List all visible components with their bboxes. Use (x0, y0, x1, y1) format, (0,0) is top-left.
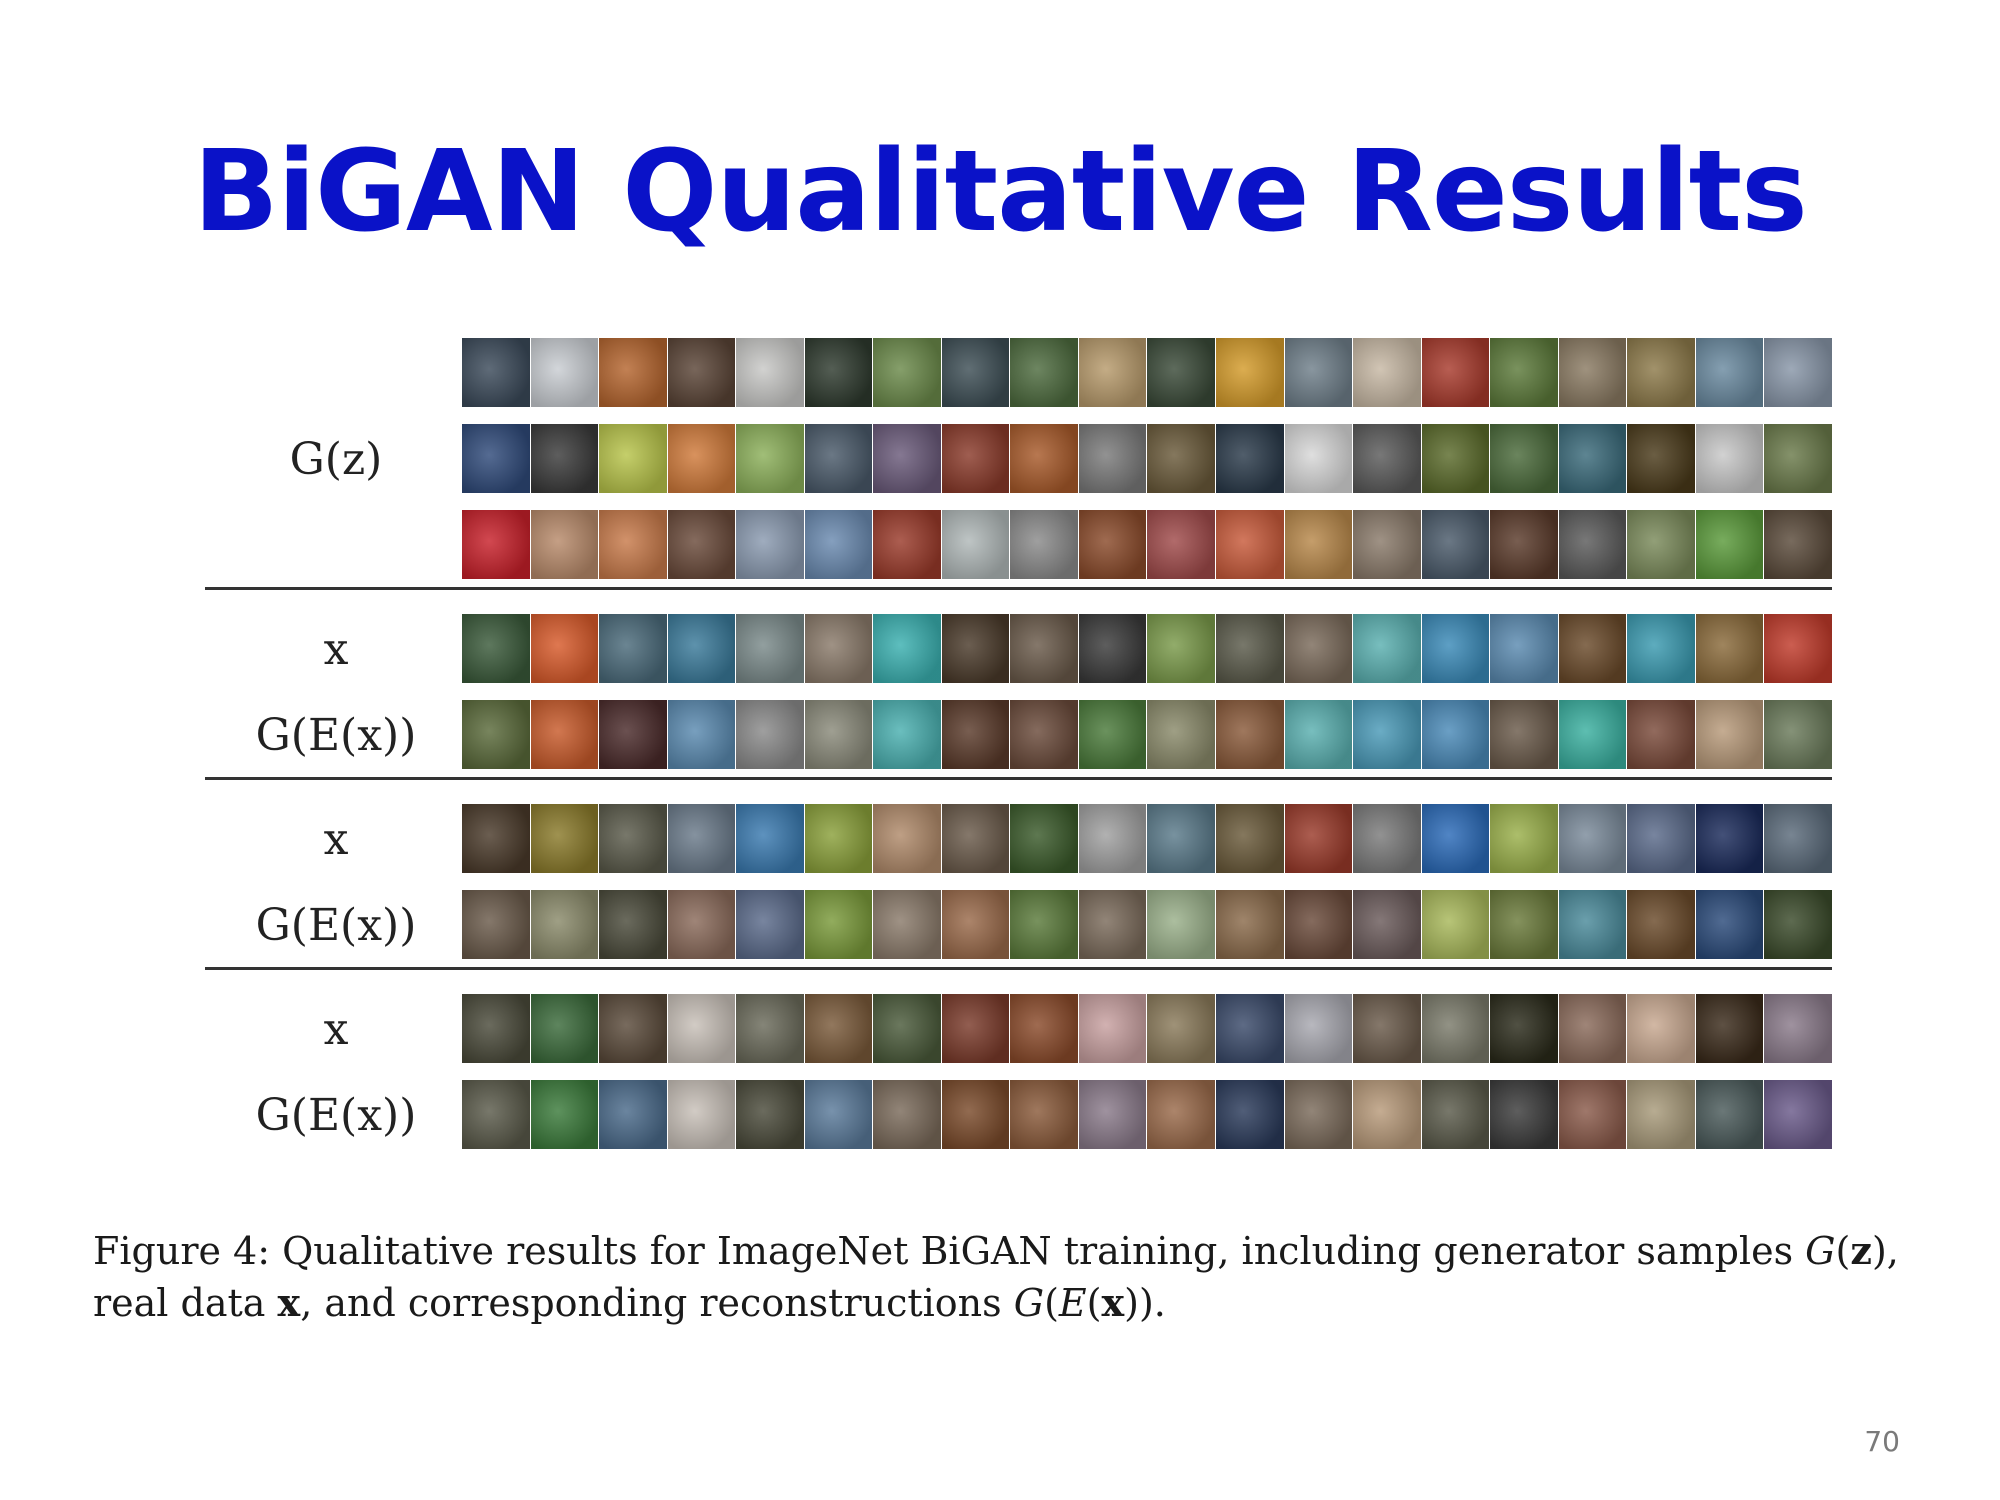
sample-image (942, 338, 1010, 407)
sample-image (462, 614, 530, 683)
row-label-x: x (323, 814, 349, 865)
sample-image (462, 700, 530, 769)
sample-image (1147, 338, 1215, 407)
sample-image (1079, 1080, 1147, 1149)
sample-image (462, 1080, 530, 1149)
sample-image (599, 1080, 667, 1149)
sample-image (873, 614, 941, 683)
sample-image (1627, 424, 1695, 493)
image-strip (462, 994, 1832, 1063)
sample-image (1559, 700, 1627, 769)
sample-image (531, 614, 599, 683)
sample-image (668, 890, 736, 959)
sample-image (805, 890, 873, 959)
sample-image (1010, 424, 1078, 493)
sample-image (1422, 700, 1490, 769)
sample-image (942, 890, 1010, 959)
sample-image (873, 890, 941, 959)
sample-image (1627, 994, 1695, 1063)
sample-image (1353, 614, 1421, 683)
sample-image (1079, 510, 1147, 579)
sample-image (1559, 994, 1627, 1063)
sample-image (736, 614, 804, 683)
sample-image (1422, 1080, 1490, 1149)
sample-image (1422, 510, 1490, 579)
sample-image (1216, 994, 1284, 1063)
caption-recon-g: G (1013, 1281, 1045, 1325)
sample-image (1285, 890, 1353, 959)
sample-image (1490, 804, 1558, 873)
image-strip (462, 614, 1832, 683)
image-strip (462, 700, 1832, 769)
sample-image (1010, 804, 1078, 873)
sample-image (1764, 510, 1832, 579)
sample-image (1490, 424, 1558, 493)
sample-image (1353, 424, 1421, 493)
sample-image (1627, 700, 1695, 769)
sample-image (805, 614, 873, 683)
sample-image (1559, 338, 1627, 407)
sample-image (942, 700, 1010, 769)
sample-image (1764, 614, 1832, 683)
sample-image (942, 804, 1010, 873)
sample-image (736, 510, 804, 579)
sample-image (1285, 510, 1353, 579)
section-divider (205, 777, 1832, 780)
sample-image (1696, 994, 1764, 1063)
sample-image (736, 804, 804, 873)
sample-image (1696, 424, 1764, 493)
caption-gz-open: ( (1835, 1229, 1851, 1273)
sample-image (531, 890, 599, 959)
sample-image (1285, 338, 1353, 407)
sample-image (531, 338, 599, 407)
sample-image (1490, 338, 1558, 407)
sample-image (1353, 510, 1421, 579)
sample-image (668, 804, 736, 873)
sample-image (1216, 804, 1284, 873)
sample-image (1216, 1080, 1284, 1149)
sample-image (873, 804, 941, 873)
sample-image (1627, 1080, 1695, 1149)
sample-image (873, 338, 941, 407)
sample-image (1422, 424, 1490, 493)
sample-image (1627, 510, 1695, 579)
sample-image (1422, 614, 1490, 683)
sample-image (599, 890, 667, 959)
sample-image (1079, 338, 1147, 407)
sample-image (1559, 510, 1627, 579)
sample-image (1696, 1080, 1764, 1149)
sample-image (1010, 994, 1078, 1063)
sample-image (1147, 614, 1215, 683)
sample-image (1216, 700, 1284, 769)
sample-image (599, 614, 667, 683)
sample-image (1422, 338, 1490, 407)
sample-image (531, 424, 599, 493)
sample-image (805, 700, 873, 769)
sample-image (531, 994, 599, 1063)
sample-image (1490, 1080, 1558, 1149)
sample-image (1559, 1080, 1627, 1149)
sample-image (1079, 614, 1147, 683)
sample-image (1147, 424, 1215, 493)
sample-image (1010, 510, 1078, 579)
sample-image (1147, 994, 1215, 1063)
row-label-gex: G(E(x)) (255, 1090, 417, 1141)
caption-x: x (277, 1280, 301, 1325)
sample-image (1079, 424, 1147, 493)
caption-gz-z: z (1850, 1228, 1872, 1273)
sample-image (1696, 890, 1764, 959)
sample-image (1353, 700, 1421, 769)
image-strip (462, 1080, 1832, 1149)
sample-image (1216, 890, 1284, 959)
sample-image (462, 338, 530, 407)
caption-recon-close: )). (1124, 1281, 1166, 1325)
sample-image (1285, 1080, 1353, 1149)
caption-gz-g: G (1805, 1229, 1836, 1273)
row-label-gex: G(E(x)) (255, 710, 417, 761)
sample-image (668, 994, 736, 1063)
sample-image (1696, 804, 1764, 873)
image-strip (462, 804, 1832, 873)
sample-image (873, 1080, 941, 1149)
sample-image (1422, 890, 1490, 959)
sample-image (805, 338, 873, 407)
sample-image (873, 994, 941, 1063)
section-divider (205, 967, 1832, 970)
sample-image (1079, 804, 1147, 873)
sample-image (1422, 994, 1490, 1063)
sample-image (1216, 614, 1284, 683)
sample-image (736, 338, 804, 407)
sample-image (942, 510, 1010, 579)
sample-image (1285, 424, 1353, 493)
sample-image (599, 338, 667, 407)
row-label-gex: G(E(x)) (255, 900, 417, 951)
sample-image (1147, 1080, 1215, 1149)
sample-image (668, 700, 736, 769)
sample-image (1764, 890, 1832, 959)
sample-image (873, 700, 941, 769)
row-label-x: x (323, 624, 349, 675)
section-divider (205, 587, 1832, 590)
sample-image (1010, 338, 1078, 407)
sample-image (1216, 510, 1284, 579)
sample-image (668, 614, 736, 683)
sample-image (1764, 424, 1832, 493)
figure-4 (205, 338, 1835, 1178)
sample-image (1627, 338, 1695, 407)
sample-image (1422, 804, 1490, 873)
caption-mid: real data (93, 1281, 278, 1325)
sample-image (1627, 804, 1695, 873)
figure-caption (93, 1225, 1953, 1329)
sample-image (1285, 994, 1353, 1063)
sample-image (668, 338, 736, 407)
sample-image (942, 1080, 1010, 1149)
caption-lead: Figure 4: Qualitative results for ImageNet BiGAN training, including generator samples (93, 1229, 1806, 1273)
image-strip (462, 424, 1832, 493)
sample-image (736, 890, 804, 959)
sample-image (736, 1080, 804, 1149)
sample-image (1490, 614, 1558, 683)
sample-image (1559, 804, 1627, 873)
sample-image (599, 804, 667, 873)
sample-image (1559, 890, 1627, 959)
sample-image (531, 510, 599, 579)
sample-image (873, 510, 941, 579)
sample-image (1285, 804, 1353, 873)
sample-image (1353, 338, 1421, 407)
sample-image (1627, 614, 1695, 683)
sample-image (1353, 1080, 1421, 1149)
sample-image (1764, 700, 1832, 769)
sample-image (531, 700, 599, 769)
sample-image (1764, 804, 1832, 873)
sample-image (1696, 510, 1764, 579)
sample-image (668, 424, 736, 493)
caption-recon-open: ( (1044, 1281, 1059, 1325)
image-strip (462, 338, 1832, 407)
sample-image (1490, 994, 1558, 1063)
sample-image (1764, 994, 1832, 1063)
sample-image (1696, 614, 1764, 683)
sample-image (1285, 700, 1353, 769)
sample-image (1147, 700, 1215, 769)
sample-image (1010, 890, 1078, 959)
sample-image (599, 510, 667, 579)
sample-image (736, 700, 804, 769)
caption-recon-e: E (1058, 1281, 1087, 1325)
sample-image (873, 424, 941, 493)
caption-gz-close: ), (1871, 1229, 1899, 1273)
sample-image (462, 510, 530, 579)
sample-image (736, 994, 804, 1063)
sample-image (1010, 1080, 1078, 1149)
sample-image (1216, 424, 1284, 493)
slide-title: BiGAN Qualitative Results (193, 127, 1807, 257)
sample-image (668, 1080, 736, 1149)
sample-image (1079, 994, 1147, 1063)
sample-image (942, 614, 1010, 683)
sample-image (805, 1080, 873, 1149)
caption-recon-open2: ( (1086, 1281, 1102, 1325)
sample-image (1353, 994, 1421, 1063)
sample-image (805, 994, 873, 1063)
sample-image (531, 1080, 599, 1149)
sample-image (1559, 614, 1627, 683)
image-strip (462, 890, 1832, 959)
sample-image (942, 994, 1010, 1063)
sample-image (462, 804, 530, 873)
sample-image (1353, 890, 1421, 959)
sample-image (805, 424, 873, 493)
sample-image (599, 700, 667, 769)
sample-image (599, 994, 667, 1063)
sample-image (1010, 614, 1078, 683)
sample-image (531, 804, 599, 873)
sample-image (1627, 890, 1695, 959)
sample-image (1147, 890, 1215, 959)
sample-image (1764, 338, 1832, 407)
row-label-gz: G(z) (289, 434, 383, 485)
sample-image (1696, 338, 1764, 407)
page-number: 70 (1864, 1425, 1900, 1458)
row-label-x: x (323, 1004, 349, 1055)
caption-recon-x: x (1101, 1280, 1125, 1325)
sample-image (1490, 510, 1558, 579)
image-strip (462, 510, 1832, 579)
sample-image (462, 994, 530, 1063)
sample-image (1764, 1080, 1832, 1149)
sample-image (1353, 804, 1421, 873)
caption-mid2: , and corresponding reconstructions (300, 1281, 1014, 1325)
sample-image (599, 424, 667, 493)
sample-image (462, 890, 530, 959)
sample-image (1696, 700, 1764, 769)
sample-image (1216, 338, 1284, 407)
sample-image (1010, 700, 1078, 769)
sample-image (1490, 890, 1558, 959)
sample-image (462, 424, 530, 493)
sample-image (1079, 700, 1147, 769)
sample-image (668, 510, 736, 579)
sample-image (1147, 510, 1215, 579)
sample-image (942, 424, 1010, 493)
sample-image (1285, 614, 1353, 683)
sample-image (1147, 804, 1215, 873)
sample-image (1559, 424, 1627, 493)
sample-image (1079, 890, 1147, 959)
sample-image (736, 424, 804, 493)
sample-image (805, 510, 873, 579)
sample-image (805, 804, 873, 873)
sample-image (1490, 700, 1558, 769)
